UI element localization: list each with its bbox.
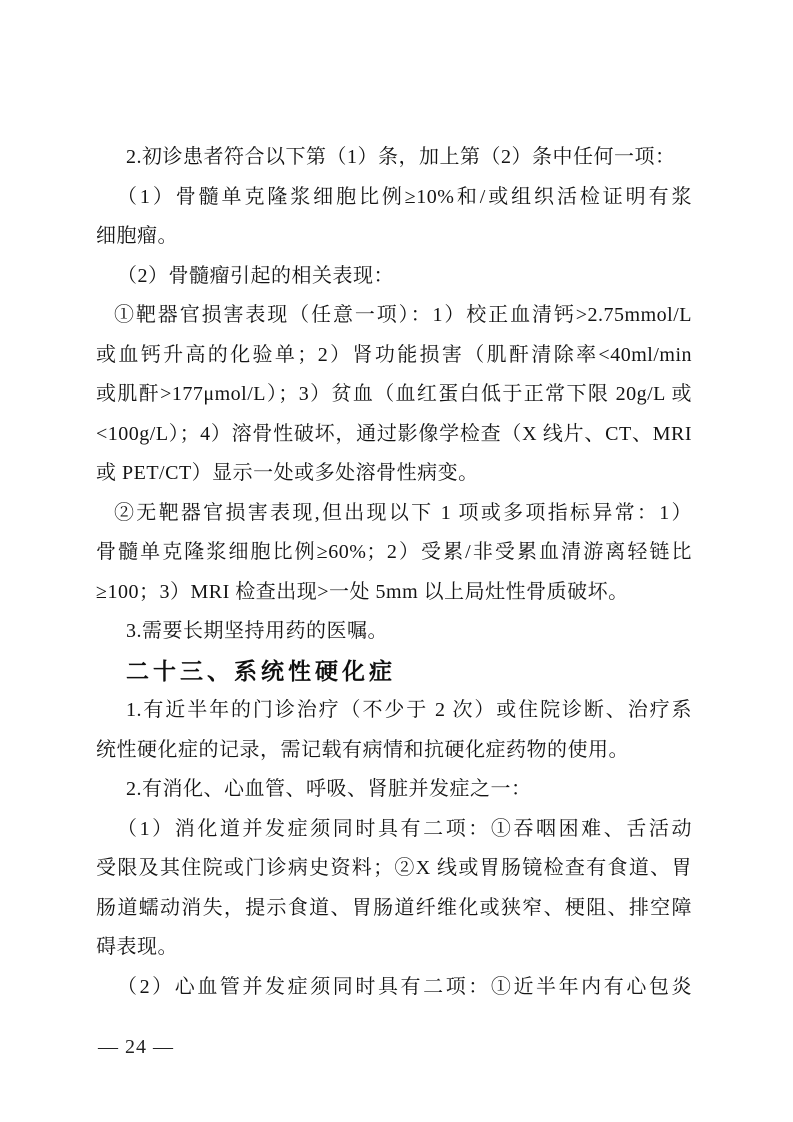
text-line: <100g/L）；4）溶骨性破坏，通过影像学检查（X 线片、CT、MRI xyxy=(96,422,692,445)
text-line: 2.有消化、心血管、呼吸、肾脏并发症之一： xyxy=(126,778,532,800)
text-line: 骨髓单克隆浆细胞比例≥60%；2）受累/非受累血清游离轻链比 xyxy=(96,541,692,563)
text-line: 3.需要长期坚持用药的医嘱。 xyxy=(126,620,388,642)
text-line: （1）骨髓单克隆浆细胞比例≥10%和/或组织活检证明有浆 xyxy=(117,185,692,208)
text-line: 肠道蠕动消失，提示食道、胃肠道纤维化或狭窄、梗阻、排空障 xyxy=(96,896,692,919)
text-line: 或血钙升高的化验单；2）肾功能损害（肌酐清除率<40ml/min xyxy=(96,343,692,366)
text-line: 细胞瘤。 xyxy=(96,225,178,247)
text-line: 1.有近半年的门诊治疗（不少于 2 次）或住院诊断、治疗系 xyxy=(126,699,692,721)
page-number: — 24 — xyxy=(98,1036,174,1058)
text-line: （1）消化道并发症须同时具有二项：①吞咽困难、舌活动 xyxy=(117,817,692,840)
text-line: 或 PET/CT）显示一处或多处溶骨性病变。 xyxy=(96,462,479,484)
text-line: 2.初诊患者符合以下第（1）条，加上第（2）条中任何一项： xyxy=(126,146,676,168)
text-line: ②无靶器官损害表现,但出现以下 1 项或多项指标异常：1） xyxy=(114,501,692,524)
text-line: ①靶器官损害表现（任意一项）：1）校正血清钙>2.75mmol/L xyxy=(114,304,692,326)
text-line: 或肌酐>177μmol/L）；3）贫血（血红蛋白低于正常下限 20g/L 或 xyxy=(96,383,692,405)
text-line: （2）骨髓瘤引起的相关表现： xyxy=(117,264,394,287)
text-line: 碍表现。 xyxy=(96,936,178,958)
section-heading: 二十三、系统性硬化症 xyxy=(126,657,396,684)
text-line: 受限及其住院或门诊病史资料；②X 线或胃肠镜检查有食道、胃 xyxy=(96,857,692,879)
text-line: （2）心血管并发症须同时具有二项：①近半年内有心包炎 xyxy=(117,975,692,998)
document-body xyxy=(96,138,692,1007)
text-line: 统性硬化症的记录，需记载有病情和抗硬化症药物的使用。 xyxy=(96,738,629,761)
text-line: ≥100；3）MRI 检查出现>一处 5mm 以上局灶性骨质破坏。 xyxy=(96,580,629,603)
